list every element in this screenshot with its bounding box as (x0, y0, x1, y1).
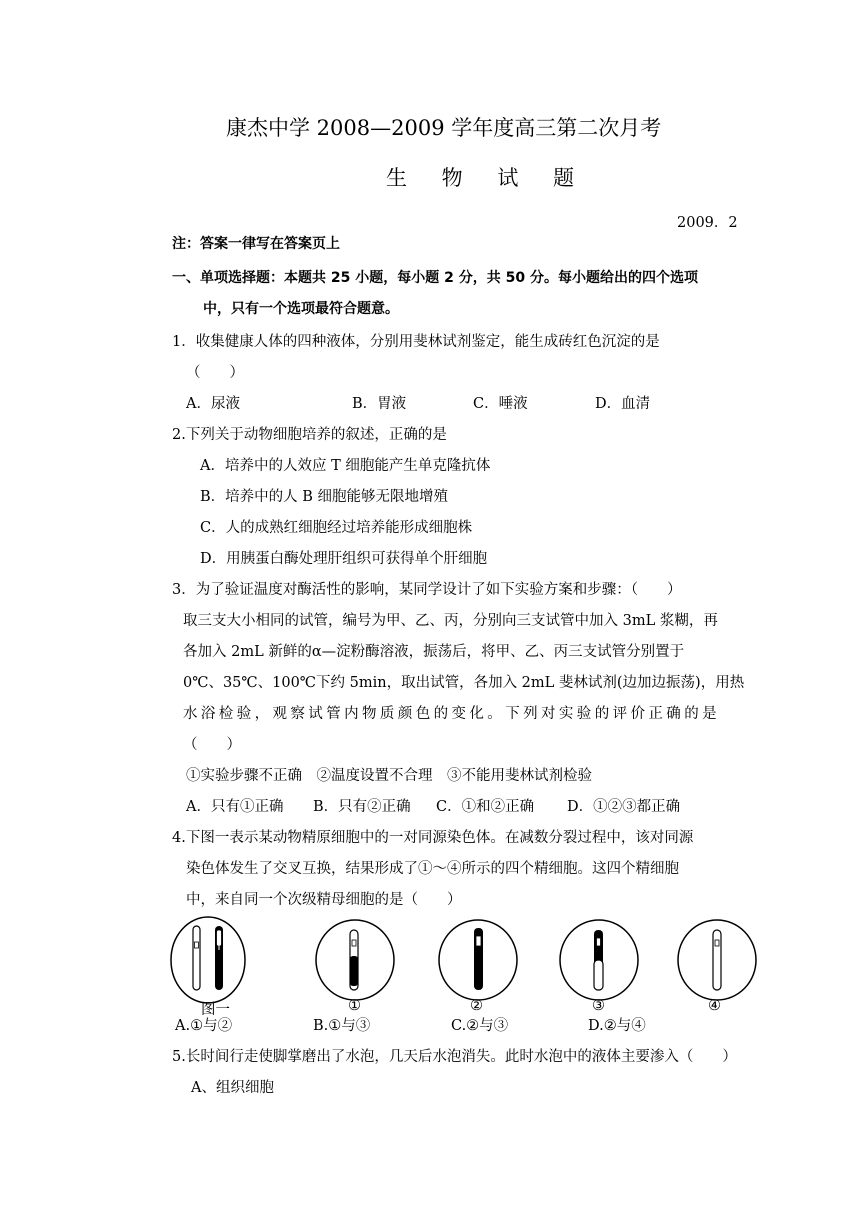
q4-option-c: C.②与③ (451, 1018, 509, 1034)
q4-option-b: B.①与③ (313, 1018, 371, 1034)
q4-stem-line: 染色体发生了交叉互换，结果形成了①～④所示的四个精细胞。这四个精细胞 (186, 861, 679, 877)
q3-body-line: 0℃、35℃、100℃下约 5min，取出试管，各加入 2mL 斐林试剂(边加边振荡)，用热 (183, 675, 745, 691)
q3-body-line: 取三支大小相同的试管，编号为甲、乙、丙，分别向三支试管中加入 3mL 浆糊，再 (183, 613, 718, 629)
q3-statements: ①实验步骤不正确 ②温度设置不合理 ③不能用斐林试剂检验 (186, 768, 592, 784)
q3-stem: 3．为了验证温度对酶活性的影响，某同学设计了如下实验方案和步骤：（ ） (172, 582, 682, 598)
figure-label: ④ (708, 998, 721, 1014)
figure-cell-3 (557, 916, 641, 1004)
q4-stem-line: 中，来自同一个次级精母细胞的是（ ） (186, 892, 462, 908)
figure-cell-4 (675, 916, 759, 1004)
figure-cell-1 (313, 916, 397, 1004)
section-heading-line1: 一、单项选择题：本题共 25 小题，每小题 2 分，共 50 分。每小题给出的四个选项 (172, 270, 698, 286)
q1-stem: 1．收集健康人体的四种液体，分别用斐林试剂鉴定，能生成砖红色沉淀的是 (172, 334, 660, 350)
figure-1-cell (168, 914, 248, 1006)
page-title: 康杰中学 2008—2009 学年度高三第二次月考 (226, 116, 662, 140)
q2-option-d: D．用胰蛋白酶处理肝组织可获得单个肝细胞 (200, 551, 488, 567)
q1-option-d: D．血清 (595, 396, 651, 412)
figure-label: ③ (592, 998, 605, 1014)
q4-option-a: A.①与② (175, 1018, 233, 1034)
q2-option-c: C．人的成熟红细胞经过培养能形成细胞株 (200, 520, 473, 536)
figure-label: 图一 (201, 1002, 230, 1018)
q5-stem: 5.长时间行走使脚掌磨出了水泡，几天后水泡消失。此时水泡中的液体主要渗入（ ） (172, 1049, 737, 1065)
q2-stem: 2.下列关于动物细胞培养的叙述，正确的是 (172, 427, 447, 443)
q2-option-a: A．培养中的人效应 T 细胞能产生单克隆抗体 (200, 458, 491, 474)
q1-option-a: A．尿液 (186, 396, 240, 412)
q3-body-line: 各加入 2mL 新鲜的α—淀粉酶溶液，振荡后，将甲、乙、丙三支试管分别置于 (183, 644, 685, 660)
figure-cell-2 (436, 916, 520, 1004)
page-subtitle: 生 物 试 题 (386, 166, 589, 190)
q5-option-a: A、组织细胞 (191, 1080, 274, 1096)
figure-label: ① (348, 998, 361, 1014)
q3-option-a: A．只有①正确 (186, 799, 284, 815)
q3-option-c: C．①和②正确 (436, 799, 535, 815)
q3-body-line: （ ） (183, 737, 241, 753)
q1-option-c: C．唾液 (473, 396, 528, 412)
notice: 注：答案一律写在答案页上 (172, 236, 340, 252)
q1-paren: （ ） (186, 365, 244, 381)
q3-body-line: 水浴检验，观察试管内物质颜色的变化。下列对实验的评价正确的是 (183, 706, 720, 722)
q1-option-b: B．胃液 (352, 396, 407, 412)
q3-option-b: B．只有②正确 (313, 799, 411, 815)
exam-date: 2009．2 (677, 215, 738, 231)
q2-option-b: B．培养中的人 B 细胞能够无限地增殖 (200, 489, 449, 505)
figure-label: ② (470, 998, 483, 1014)
q3-option-d: D．①②③都正确 (567, 799, 681, 815)
section-heading-line2: 中，只有一个选项最符合题意。 (203, 301, 399, 317)
q4-stem-line: 4.下图一表示某动物精原细胞中的一对同源染色体。在减数分裂过程中，该对同源 (172, 830, 694, 846)
q4-option-d: D.②与④ (588, 1018, 646, 1034)
